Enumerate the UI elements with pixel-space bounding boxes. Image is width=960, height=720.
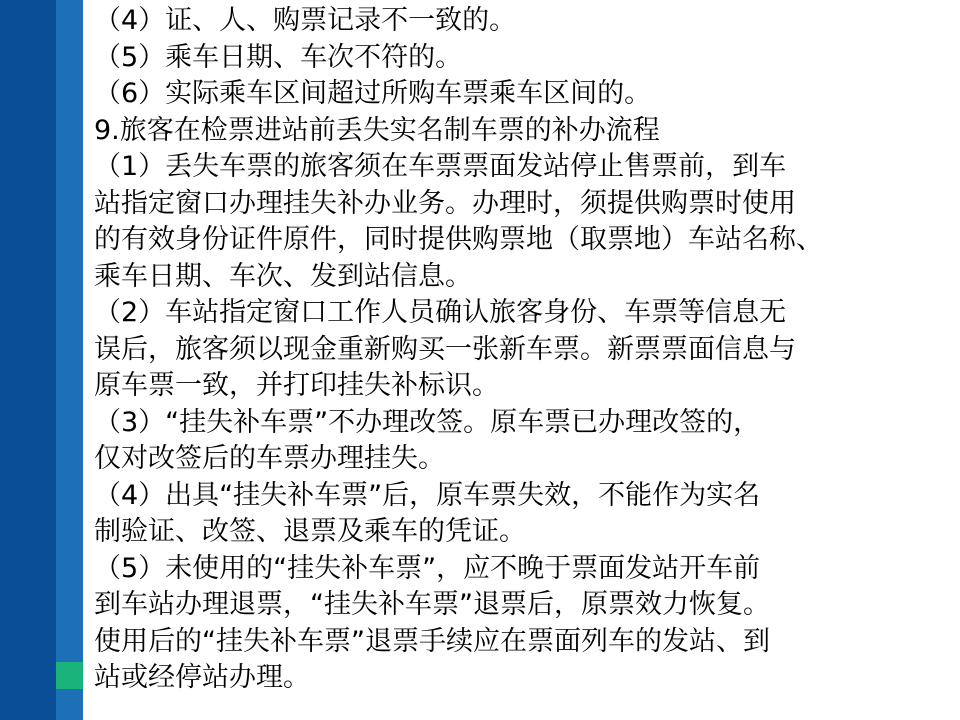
section-heading: 9.旅客在检票进站前丢失实名制车票的补办流程 xyxy=(94,114,660,146)
text-line: 原车票一致，并打印挂失补标识。 xyxy=(94,370,499,401)
text-line: 制验证、改签、退票及乘车的凭证。 xyxy=(94,516,526,547)
text-line: 到车站办理退票，“挂失补车票”退票后，原票效力恢复。 xyxy=(94,589,770,620)
text-line: 误后，旅客须以现金重新购买一张新车票。新票票面信息与 xyxy=(94,333,796,365)
slide-body-text xyxy=(94,3,960,697)
text-line: （4）出具“挂失补车票”后，原车票失效，不能作为实名 xyxy=(94,479,761,511)
text-line: 使用后的“挂失补车票”退票手续应在票面列车的发站、到 xyxy=(94,625,770,657)
text-line: 乘车日期、车次、发到站信息。 xyxy=(94,260,472,292)
text-line: 站指定窗口办理挂失补办业务。办理时，须提供购票时使用 xyxy=(94,187,796,219)
text-line: 的有效身份证件原件，同时提供购票地（取票地）车站名称、 xyxy=(94,224,823,255)
text-line: 站或经停站办理。 xyxy=(94,662,310,693)
text-line: （2）车站指定窗口工作人员确认旅客身份、车票等信息无 xyxy=(94,297,787,328)
text-line: （3）“挂失补车票”不办理改签。原车票已办理改签的， xyxy=(94,406,761,438)
sidebar-accent-square xyxy=(56,662,83,689)
sidebar-light-band xyxy=(56,0,83,720)
text-line: （5）乘车日期、车次不符的。 xyxy=(94,41,463,73)
text-line: （4）证、人、购票记录不一致的。 xyxy=(94,5,517,36)
text-line: （5）未使用的“挂失补车票”，应不晚于票面发站开车前 xyxy=(94,552,761,584)
text-line: （1）丢失车票的旅客须在车票票面发站停止售票前，到车 xyxy=(94,151,787,182)
text-line: 仅对改签后的车票办理挂失。 xyxy=(94,443,445,474)
sidebar-dark-band xyxy=(0,0,56,720)
text-line: （6）实际乘车区间超过所购车票乘车区间的。 xyxy=(94,78,652,109)
